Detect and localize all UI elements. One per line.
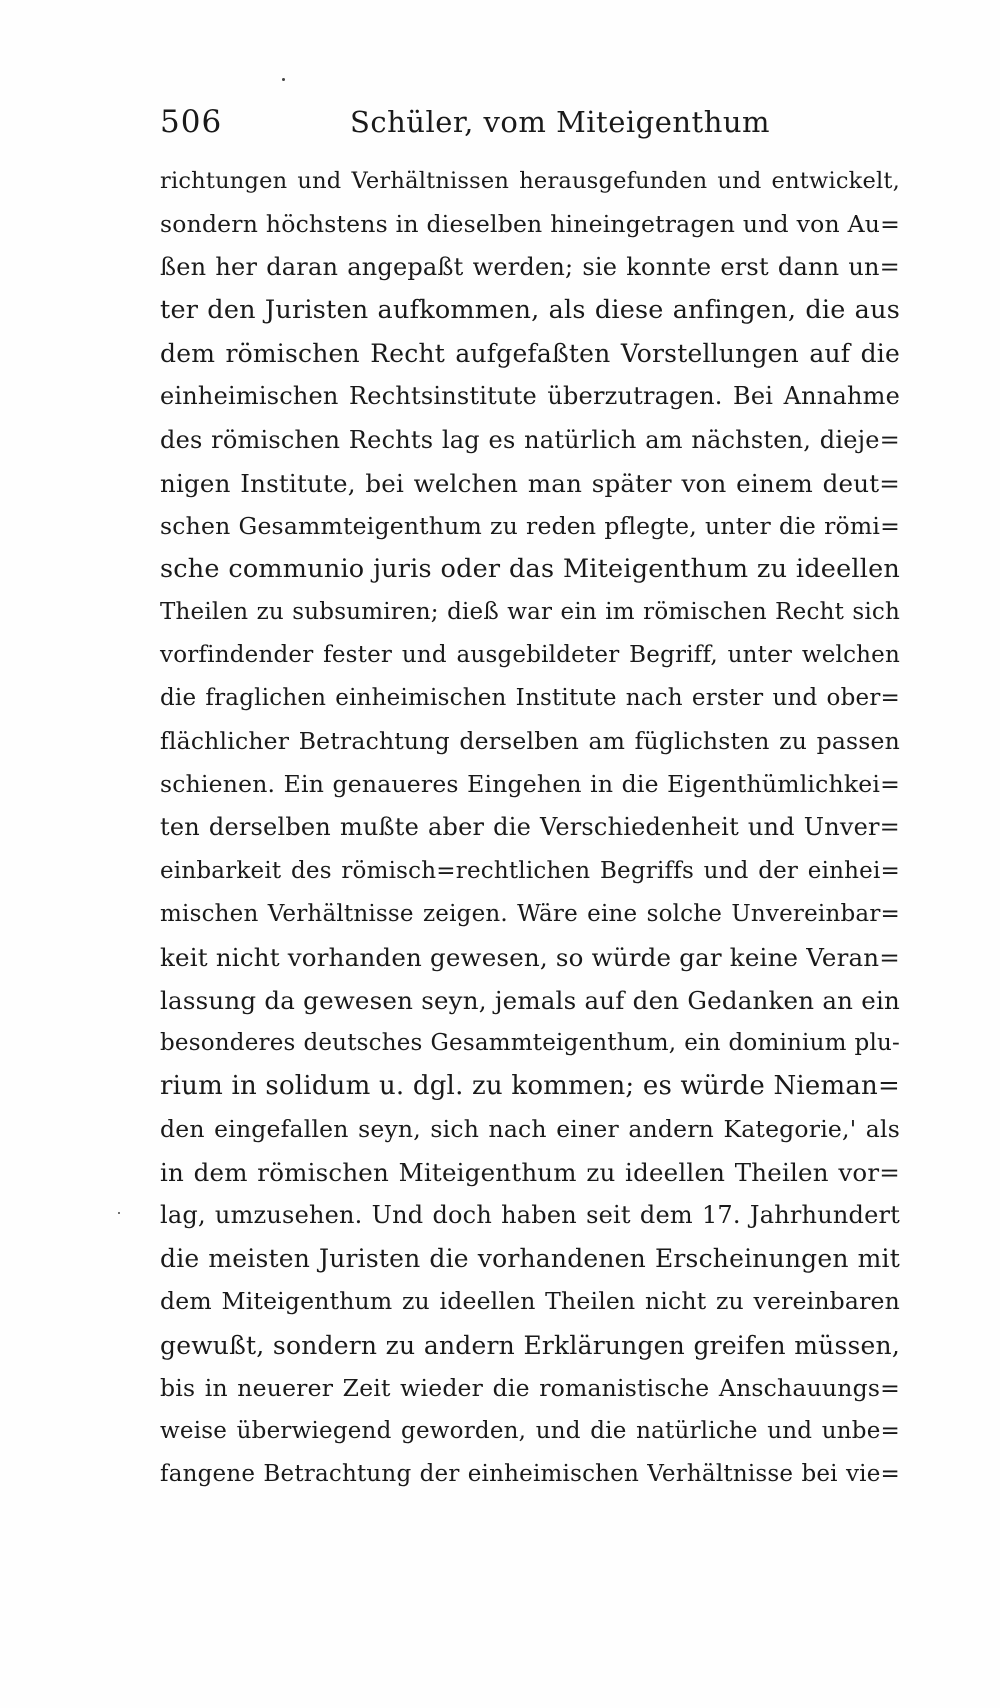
text-line: dem römischen Recht aufgefaßten Vorstellungen auf die [160, 339, 900, 369]
text-line: rium in solidum u. dgl. zu kommen; es würde Nieman= [160, 1070, 900, 1101]
text-line: mischen Verhältnisse zeigen. Wäre eine solche Unvereinbar= [160, 900, 900, 927]
text-line: schienen. Ein genaueres Eingehen in die Eigenthümlichkei= [160, 770, 900, 799]
text-line: sche communio juris oder das Miteigenthum zu ideellen [160, 553, 900, 584]
text-line: die meisten Juristen die vorhandenen Erscheinungen mit [160, 1244, 900, 1274]
text-line: richtungen und Verhältnissen herausgefunden und entwickelt, [160, 168, 900, 194]
page-header [160, 102, 880, 146]
body-text [160, 160, 900, 1496]
text-line: gewußt, sondern zu andern Erklärungen greifen müssen, [160, 1330, 900, 1360]
print-speck [282, 78, 285, 81]
text-line: vorfindender fester und ausgebildeter Begriff, unter welchen [160, 642, 900, 669]
text-line: die fraglichen einheimischen Institute nach erster und ober= [160, 685, 900, 712]
text-line: den eingefallen seyn, sich nach einer andern Kategorie,' als [160, 1115, 900, 1144]
text-line: ßen her daran angepaßt werden; sie konnte erst dann un= [160, 253, 900, 282]
text-line: ter den Juristen aufkommen, als diese anfingen, die aus [160, 295, 900, 326]
text-line: Theilen zu subsumiren; dieß war ein im römischen Recht sich [160, 598, 900, 625]
text-line: einbarkeit des römisch=rechtlichen Begriffs und der einhei= [160, 857, 900, 884]
text-line: keit nicht vorhanden gewesen, so würde gar keine Veran= [160, 942, 901, 972]
print-speck [118, 1212, 120, 1214]
page-number: 506 [160, 104, 223, 140]
running-head: Schüler, vom Miteigenthum [350, 105, 771, 139]
text-line: sondern höchstens in dieselben hineingetragen und von Au= [160, 210, 900, 239]
text-line: nigen Institute, bei welchen man später von einem deut= [160, 468, 900, 498]
text-line: dem Miteigenthum zu ideellen Theilen nicht zu vereinbaren [160, 1287, 900, 1316]
text-line: weise überwiegend geworden, und die natürliche und unbe= [160, 1417, 900, 1444]
text-line: flächlicher Betrachtung derselben am füglichsten zu passen [160, 727, 900, 756]
text-line: besonderes deutsches Gesammteigenthum, ein dominium plu- [160, 1029, 900, 1056]
text-line: einheimischen Rechtsinstitute überzutragen. Bei Annahme [160, 382, 900, 411]
text-line: ten derselben mußte aber die Verschiedenheit und Unver= [160, 813, 900, 842]
text-line: lag, umzusehen. Und doch haben seit dem 17. Jahrhundert [160, 1201, 900, 1230]
text-line: schen Gesammteigenthum zu reden pflegte, unter die römi= [160, 511, 900, 540]
text-line: bis in neuerer Zeit wieder die romanistische Anschauungs= [160, 1373, 900, 1402]
text-line: des römischen Rechts lag es natürlich am nächsten, dieje= [160, 425, 900, 454]
text-line: lassung da gewesen seyn, jemals auf den Gedanken an ein [160, 985, 900, 1015]
text-line: fangene Betrachtung der einheimischen Verhältnisse bei vie= [160, 1460, 900, 1487]
text-line: in dem römischen Miteigenthum zu ideellen Theilen vor= [160, 1158, 900, 1188]
